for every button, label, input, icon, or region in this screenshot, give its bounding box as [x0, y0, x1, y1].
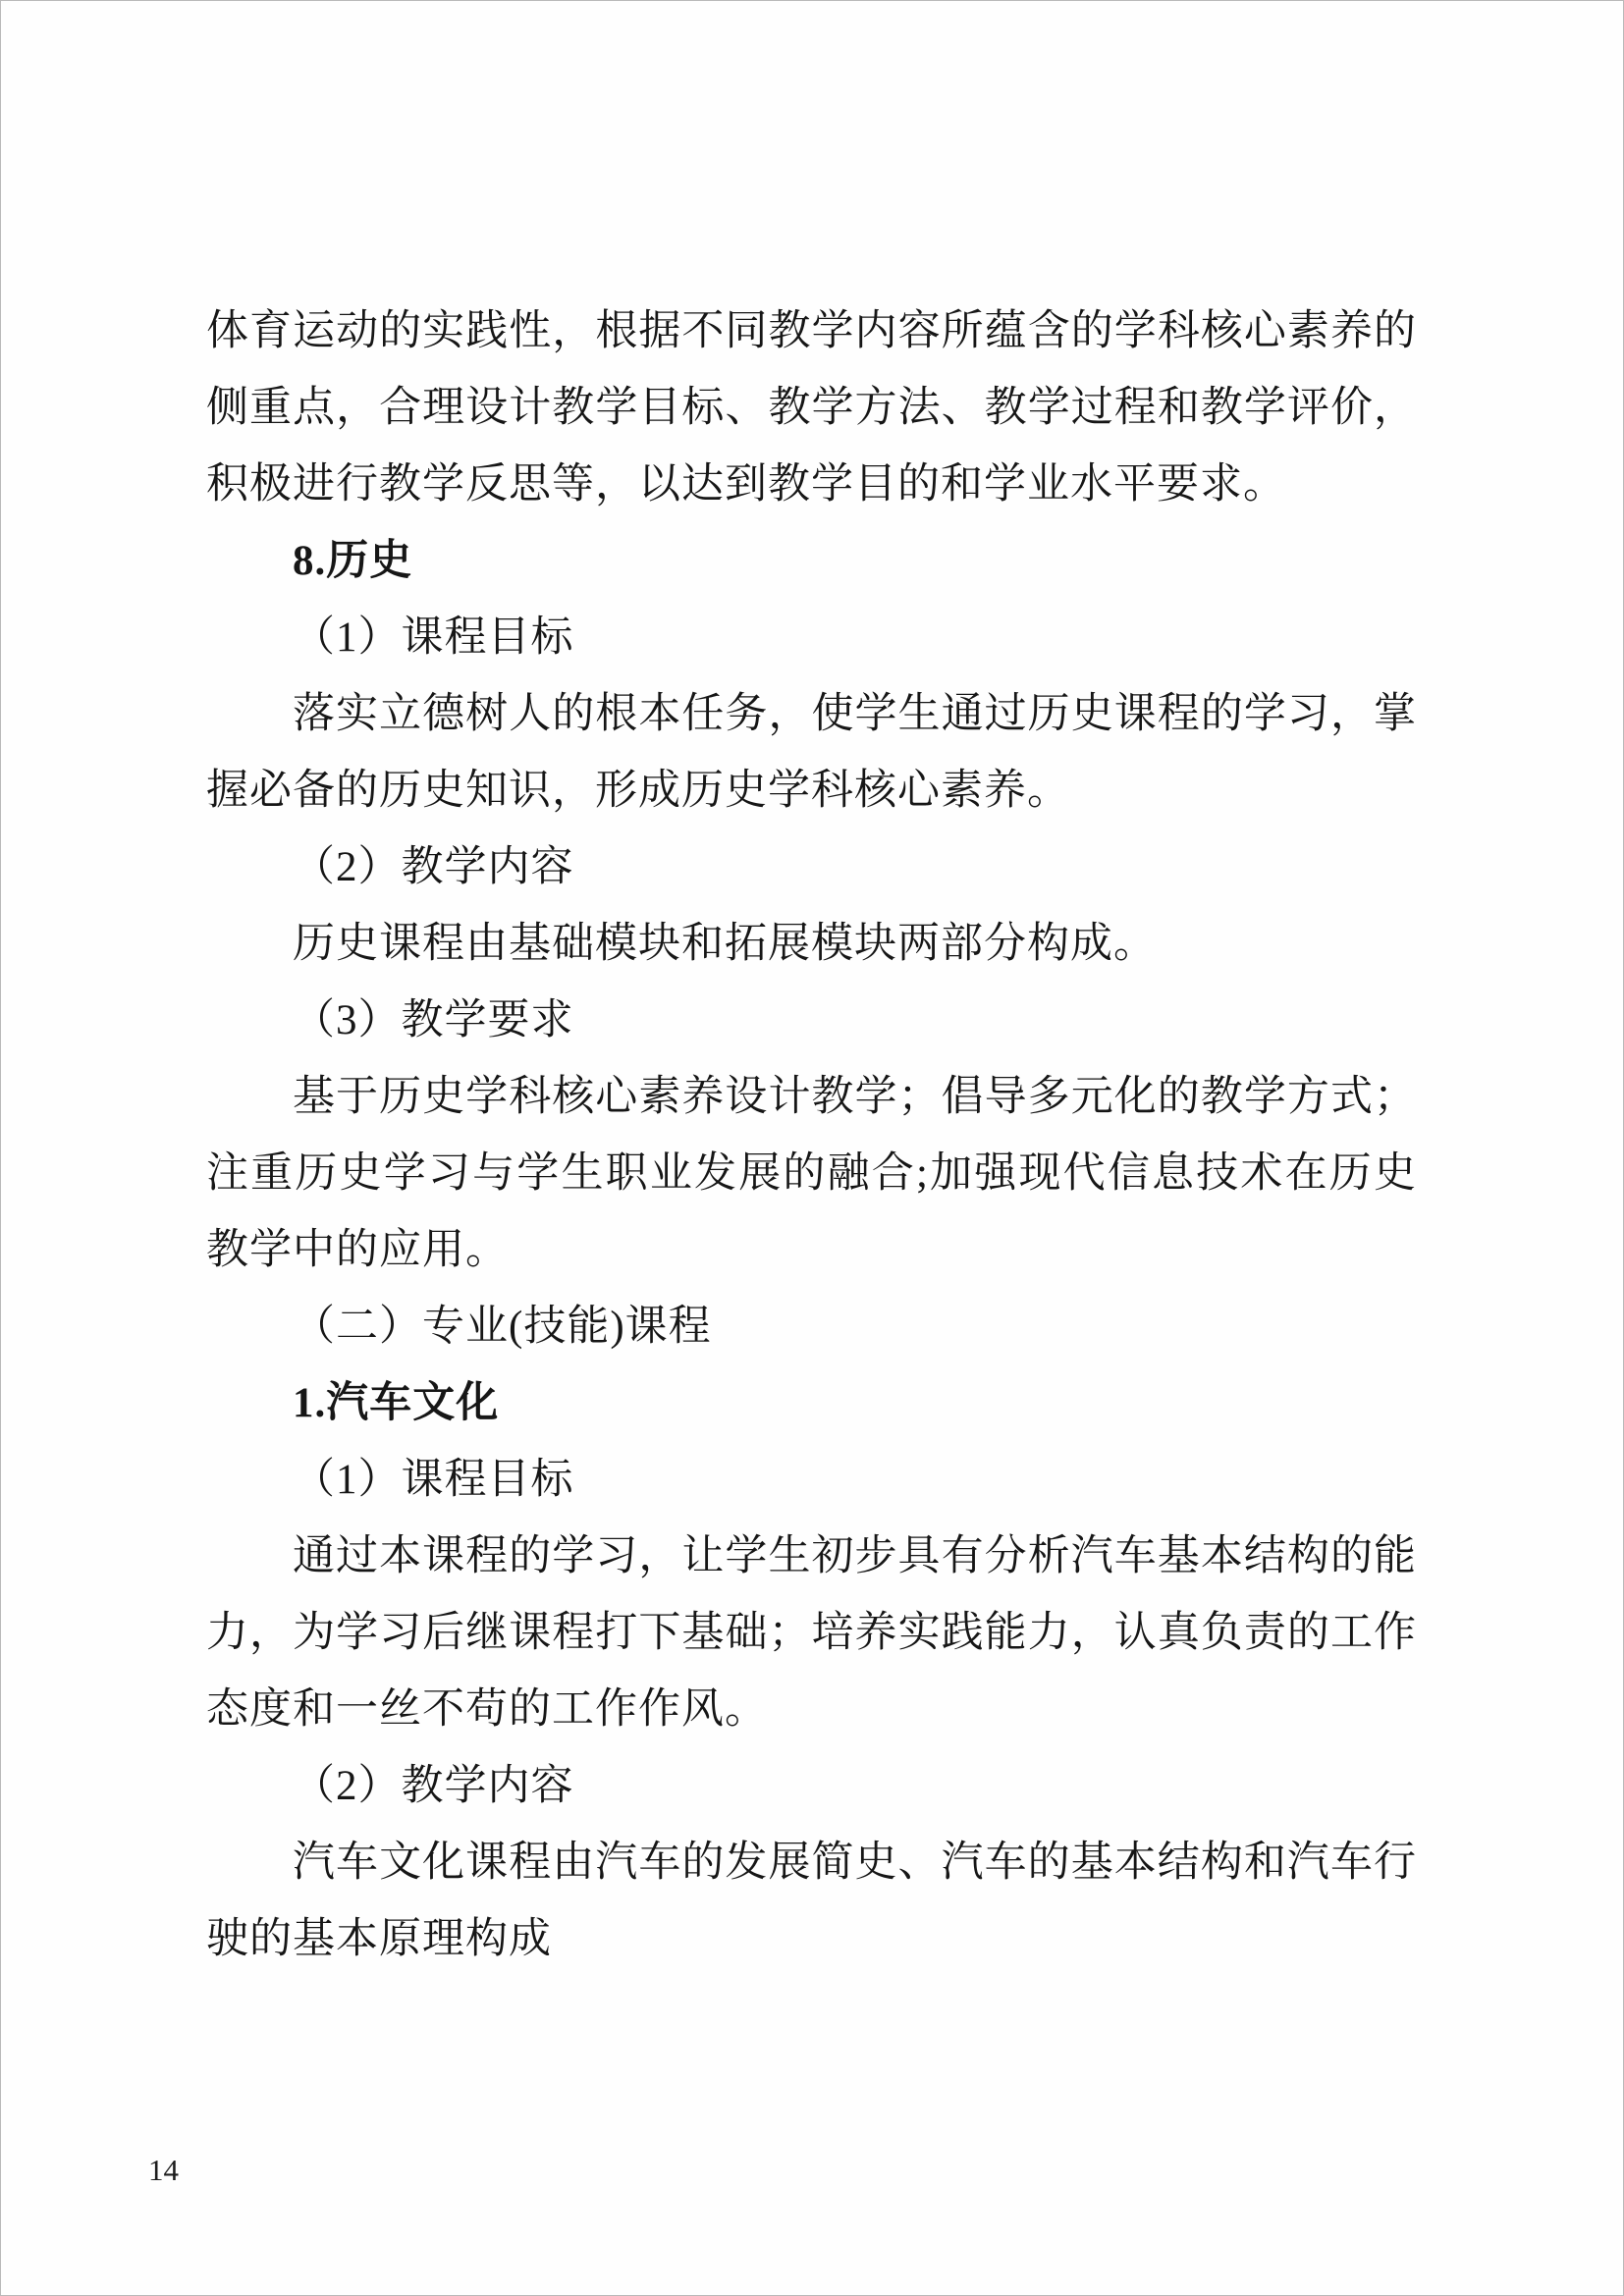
subheading-auto-teaching-content: （2）教学内容 — [293, 1763, 574, 1809]
paragraph-auto-content-line-2: 驶的基本原理构成 — [206, 1916, 552, 1962]
paragraph-auto-goal-line-2: 力，为学习后继课程打下基础；培养实践能力，认真负责的工作 — [206, 1610, 1417, 1656]
paragraph-auto-goal-line-1: 通过本课程的学习，让学生初步具有分析汽车基本结构的能 — [293, 1533, 1417, 1579]
paragraph-history-content-line-1: 历史课程由基础模块和拓展模块两部分构成。 — [293, 921, 1157, 967]
paragraph-history-require-line-3: 教学中的应用。 — [206, 1227, 509, 1273]
paragraph-history-goal-line-1: 落实立德树人的根本任务，使学生通过历史课程的学习，掌 — [293, 691, 1417, 737]
paragraph-auto-goal-line-3: 态度和一丝不苟的工作作风。 — [206, 1686, 768, 1733]
heading-section-2-major-skill-course: （二）专业(技能)课程 — [293, 1304, 712, 1350]
paragraph-history-goal-line-2: 握必备的历史知识，形成历史学科核心素养。 — [206, 768, 1070, 814]
paragraph-pe-line-3: 积极进行教学反思等，以达到教学目的和学业水平要求。 — [206, 461, 1286, 507]
paragraph-history-require-line-1: 基于历史学科核心素养设计教学；倡导多元化的教学方式； — [293, 1074, 1417, 1120]
paragraph-pe-line-1: 体育运动的实践性，根据不同教学内容所蕴含的学科核心素养的 — [206, 308, 1417, 354]
subheading-history-teaching-require: （3）教学要求 — [293, 997, 574, 1043]
heading-8-history: 8.历史 — [293, 538, 413, 584]
paragraph-pe-line-2: 侧重点，合理设计教学目标、教学方法、教学过程和教学评价， — [206, 385, 1417, 431]
paragraph-history-require-line-2: 注重历史学习与学生职业发展的融合;加强现代信息技术在历史 — [206, 1150, 1417, 1197]
heading-1-auto-culture: 1.汽车文化 — [293, 1380, 500, 1426]
document-body — [206, 294, 1417, 1978]
paragraph-auto-content-line-1: 汽车文化课程由汽车的发展简史、汽车的基本结构和汽车行 — [293, 1840, 1417, 1886]
subheading-history-course-goal: （1）课程目标 — [293, 614, 574, 661]
subheading-history-teaching-content: （2）教学内容 — [293, 844, 574, 890]
subheading-auto-course-goal: （1）课程目标 — [293, 1457, 574, 1503]
page-number: 14 — [148, 2153, 179, 2187]
